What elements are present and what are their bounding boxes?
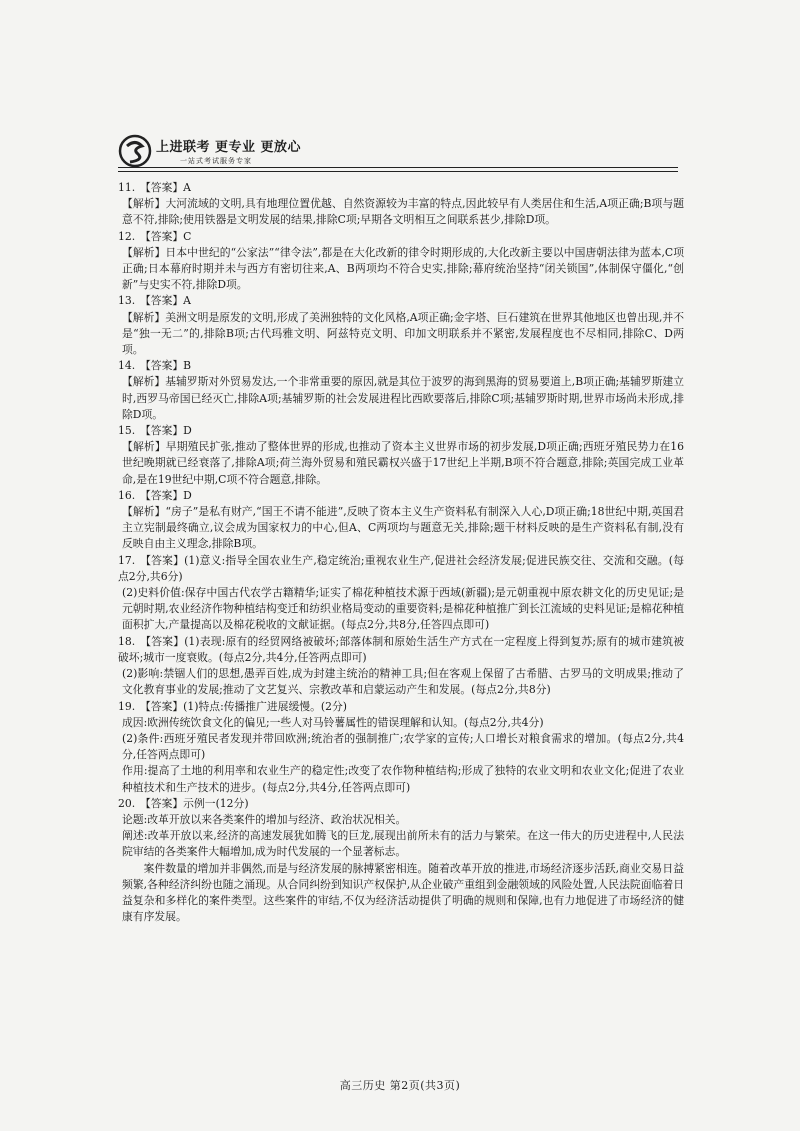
analysis-text: 【解析】日本中世纪的“公家法”“律令法”,都是在大化改新的律令时期形成的,大化改新主要以中国唐朝法律为蓝本,C项正确;日本幕府时期并未与西方有密切往来,A、B两项均不符合史实,排除;幕府统治坚持“闭关锁国”,体制保守僵化,“创新”与史实不符,排除D项。 (122, 245, 684, 292)
item-number: 20. (118, 796, 136, 810)
answer-item-19 (118, 699, 684, 796)
analysis-text: 【解析】早期殖民扩张,推动了整体世界的形成,也推动了资本主义世界市场的初步发展,D项正确;西班牙殖民势力在16世纪晚期就已经衰落了,排除A项;荷兰海外贸易和殖民霸权兴盛于17世纪上半期,B项不符合题意,排除;英国完成工业革命,是在19世纪中期,C项不符合题意,排除。 (122, 440, 684, 486)
analysis-text: 【解析】大河流域的文明,具有地理位置优越、自然资源较为丰富的特点,因此较早有人类居住和生活,A项正确;B项与题意不符,排除;使用铁器是文明发展的结果,排除C项;早期各文明相互之间联系甚少,排除D项。 (122, 197, 684, 227)
header-rule-thin (118, 171, 678, 172)
brand-tagline: 一站式考试服务专家 (180, 157, 252, 165)
exposition-text: 阐述:改革开放以来,经济的高速发展犹如腾飞的巨龙,展现出前所未有的活力与繁荣。在这一伟大的历史进程中,人民法院审结的各类案件大幅增加,成为时代发展的一个显著标志。 (122, 829, 684, 859)
item-number: 14. (118, 359, 136, 373)
answer-text: 【答案】(1)表现:原有的经贸网络被破坏;部落体制和原始生活生产方式在一定程度上得到复苏;原有的城市建筑被破坏;城市一度衰败。(每点2分,共4分,任答两点即可) (118, 634, 684, 664)
item-number: 17. (118, 553, 136, 567)
item-number: 18. (118, 634, 136, 648)
answer-line: 【答案】C (140, 229, 192, 243)
answer-line: 【答案】A (140, 181, 191, 194)
answer-text: 【答案】(1)意义:指导全国农业生产,稳定统治;重视农业生产,促进社会经济发展;促进民族交往、交流和交融。(每点2分,共6分) (118, 553, 684, 583)
answer-content (118, 180, 684, 925)
brand-logo-icon (118, 134, 152, 168)
answer-line: 【答案】A (140, 294, 191, 308)
page-header (118, 128, 698, 176)
answer-text: 成因:欧洲传统饮食文化的偏见;一些人对马铃薯属性的错误理解和认知。(每点2分,共4分) (122, 715, 544, 729)
thesis-text: 论题:改革开放以来各类案件的增加与经济、政治状况相关。 (122, 812, 407, 826)
answer-item-16 (118, 488, 684, 553)
answer-item-18 (118, 634, 684, 699)
item-number: 13. (118, 294, 136, 308)
answer-item-15 (118, 423, 684, 488)
answer-line: 【答案】D (140, 424, 192, 438)
answer-text: 作用:提高了土地的利用率和农业生产的稳定性;改变了农作物种植结构;形成了独特的农业文明和农业文化;促进了农业种植技术和生产技术的进步。(每点2分,共4分,任答两点即可) (122, 764, 684, 794)
header-rule (118, 167, 678, 168)
item-number: 19. (118, 699, 136, 713)
item-number: 15. (118, 424, 136, 438)
analysis-text: 【解析】“房子”是私有财产,“国王不请不能进”,反映了资本主义生产资料私有制深入人心,D项正确;18世纪中期,英国君主立宪制最终确立,议会成为国家权力的中心,但A、C两项均与题意无关,排除;题干材料反映的是生产资料私有制,没有反映自由主义理念,排除B项。 (122, 505, 684, 551)
brand-slogan: 上进联考 更专业 更放心 (156, 140, 302, 155)
page-footer: 高三历史 第2页(共3页) (339, 1079, 461, 1092)
answer-line: 【答案】B (140, 359, 192, 373)
answer-text: (2)影响:禁锢人们的思想,愚弄百姓,成为封建主统治的精神工具;但在客观上保留了古希腊、古罗马的文明成果;推动了文化教育事业的发展;推动了文艺复兴、宗教改革和启蒙运动产生和发展。(每点2分,共8分) (122, 667, 684, 697)
answer-text: (2)条件:西班牙殖民者发现并带回欧洲;统治者的强制推广;农学家的宣传;人口增长对粮食需求的增加。(每点2分,共4分,任答两点即可) (122, 731, 684, 762)
answer-text: (2)史料价值:保存中国古代农学古籍精华;证实了棉花种植技术源于西域(新疆);是元朝重视中原农耕文化的历史见证;是元朝时期,农业经济作物种植结构变迁和纺织业格局变动的重要资料;是棉花种植推广到长江流域的史料见证;是棉花种植面积扩大,产量提高以及棉花税收的文献证据。(每点2分,共8分,任答四点即可) (122, 586, 684, 632)
answer-item-14 (118, 358, 684, 423)
answer-item-11 (118, 180, 684, 229)
exposition-paragraph: 案件数量的增加并非偶然,而是与经济发展的脉搏紧密相连。随着改革开放的推进,市场经济逐步活跃,商业交易日益频繁,各种经济纠纷也随之涌现。从合同纠纷到知识产权保护,从企业破产重组到金融领域的风险处置,人民法院面临着日益复杂和多样化的案件类型。这些案件的审结,不仅为经济活动提供了明确的规则和保障,也有力地促进了市场经济的健康有序发展。 (122, 861, 684, 924)
item-number: 16. (118, 488, 136, 502)
item-number: 12. (118, 229, 136, 243)
analysis-text: 【解析】美洲文明是原发的文明,形成了美洲独特的文化风格,A项正确;金字塔、巨石建筑在世界其他地区也曾出现,并不是“独一无二”的,排除B项;古代玛雅文明、阿兹特克文明、印加文明联系并不紧密,发展程度也不尽相同,排除C、D两项。 (122, 310, 684, 357)
answer-text: 【答案】(1)特点:传播推广进展缓慢。(2分) (140, 699, 347, 713)
item-number: 11. (118, 181, 136, 194)
answer-item-12 (118, 229, 684, 294)
answer-text: 【答案】示例一(12分) (140, 796, 249, 810)
answer-item-13 (118, 293, 684, 358)
analysis-text: 【解析】基辅罗斯对外贸易发达,一个非常重要的原因,就是其位于波罗的海到黑海的贸易要道上,B项正确;基辅罗斯建立时,西罗马帝国已经灭亡,排除A项;基辅罗斯的社会发展进程比西欧要落后,排除C项;基辅罗斯时期,世界市场尚未形成,排除D项。 (122, 375, 684, 421)
answer-item-17 (118, 553, 684, 634)
answer-line: 【答案】D (140, 488, 192, 502)
answer-item-20 (118, 796, 684, 926)
